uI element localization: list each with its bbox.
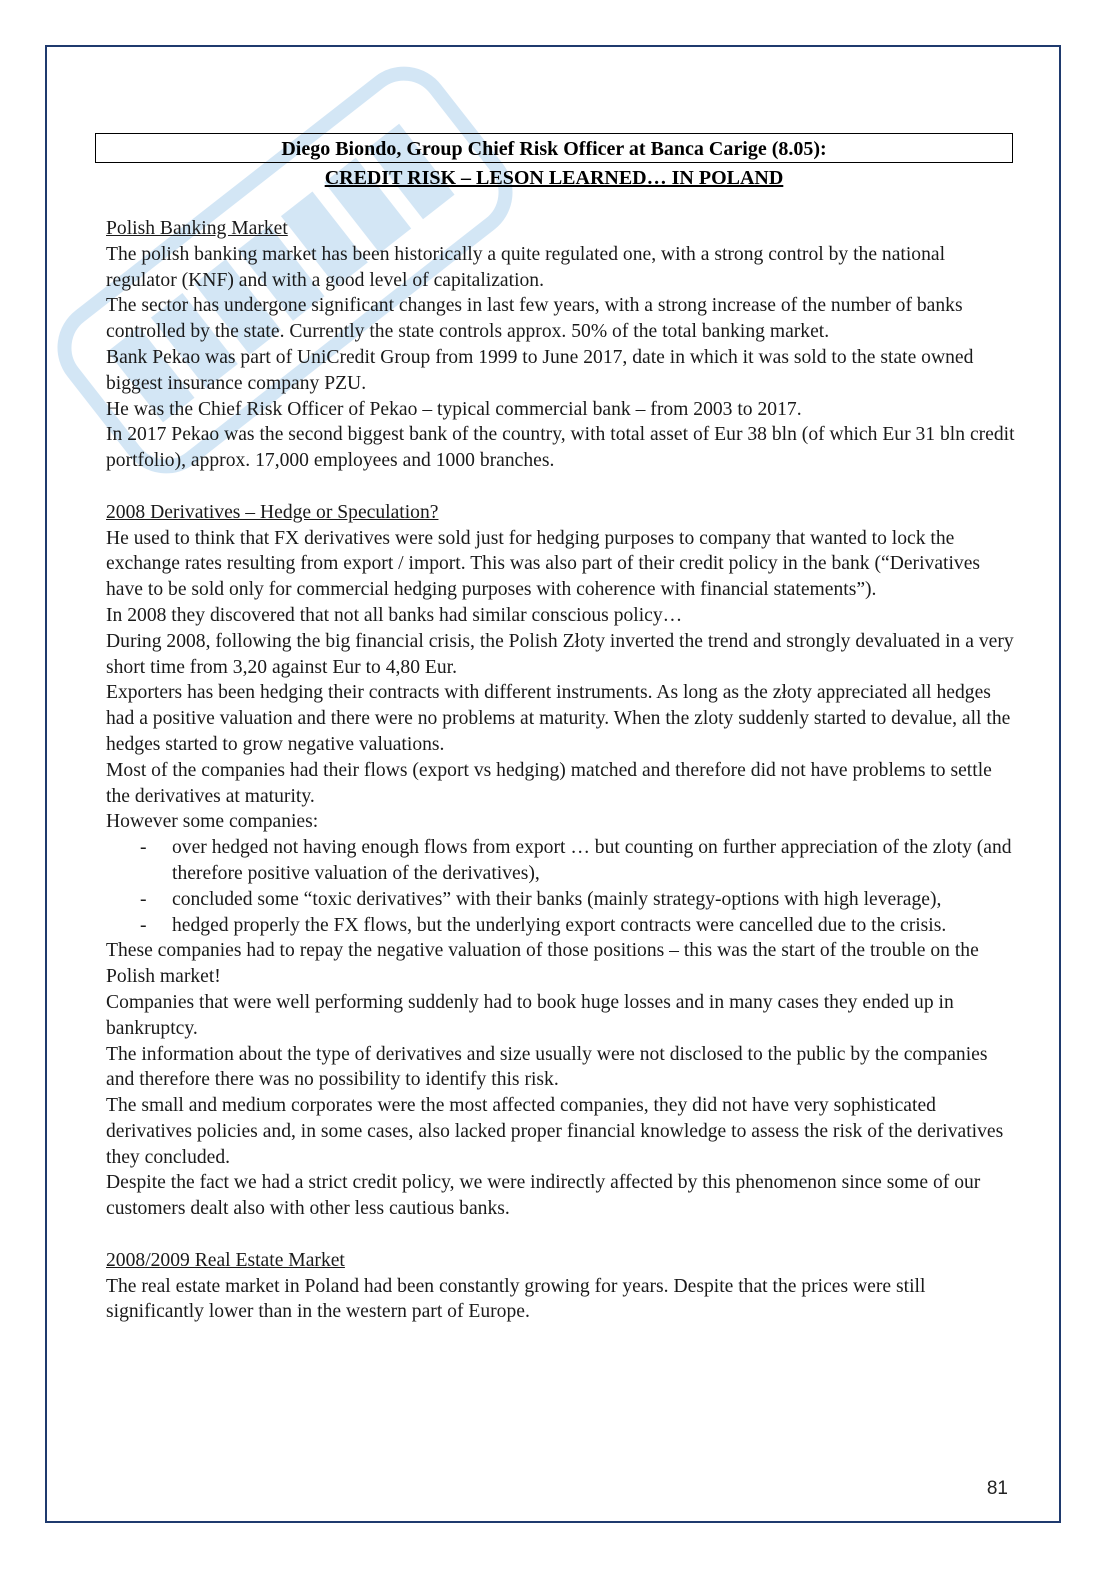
- paragraph: However some companies:: [106, 811, 319, 833]
- paragraph: The small and medium corporates were the most affected companies, they did not have very sophisticated derivatives policies and, in some cases, also lacked proper financial knowledge to assess the risk of the derivatives they concluded.: [106, 1095, 1004, 1168]
- paragraph: The polish banking market has been historically a quite regulated one, with a strong control by the national regulator (KNF) and with a good level of capitalization.: [106, 243, 946, 291]
- paragraph: He used to think that FX derivatives were sold just for hedging purposes to company that wanted to lock the exchange rates resulting from export / import. This was also part of their credit policy in the bank (“Derivatives have to be sold only for commercial hedging purposes with coherence with financial statements”).: [106, 527, 981, 601]
- paragraph: The information about the type of derivatives and size usually were not disclosed to the public by the companies and therefore there was no possibility to identify this risk.: [106, 1043, 988, 1091]
- section-heading: Polish Banking Market: [106, 218, 288, 239]
- paragraph: Bank Pekao was part of UniCredit Group from 1999 to June 2017, date in which it was sold to the state owned biggest insurance company PZU.: [106, 346, 974, 394]
- bullet-list: [106, 835, 1016, 938]
- paragraph: Exporters has been hedging their contracts with different instruments. As long as the złoty appreciated all hedges had a positive valuation and there were no problems at maturity. When the zloty suddenly started to devalue, all the hedges started to grow negative valuations.: [106, 682, 1011, 755]
- list-item: - concluded some “toxic derivatives” with their banks (mainly strategy-options with high leverage),: [106, 887, 1016, 913]
- title-speaker: Diego Biondo, Group Chief Risk Officer at Banca Carige (8.05):: [281, 138, 827, 160]
- paragraph: In 2008 they discovered that not all banks had similar conscious policy…: [106, 604, 683, 626]
- document-body: [106, 216, 1016, 1325]
- paragraph: Most of the companies had their flows (export vs hedging) matched and therefore did not have problems to settle the derivatives at maturity.: [106, 759, 992, 807]
- title-topic: CREDIT RISK – LESON LEARNED… IN POLAND: [324, 167, 784, 189]
- list-item: - over hedged not having enough flows from export … but counting on further appreciation of the zloty (and therefore positive valuation of the derivatives),: [140, 837, 1012, 884]
- bullet-marker: -: [140, 888, 147, 910]
- page-number: 81: [986, 1478, 1008, 1499]
- bullet-marker: -: [140, 837, 147, 859]
- paragraph: Despite the fact we had a strict credit policy, we were indirectly affected by this phenomenon since some of our customers dealt also with other less cautious banks.: [106, 1172, 981, 1220]
- list-item: - hedged properly the FX flows, but the underlying export contracts were cancelled due to the crisis.: [106, 913, 1016, 939]
- paragraph: He was the Chief Risk Officer of Pekao – typical commercial bank – from 2003 to 2017.: [106, 398, 802, 420]
- paragraph: Companies that were well performing suddenly had to book huge losses and in many cases they ended up in bankruptcy.: [106, 991, 954, 1039]
- bullet-marker: -: [140, 914, 147, 936]
- paragraph: During 2008, following the big financial crisis, the Polish Złoty inverted the trend and strongly devaluated in a very short time from 3,20 against Eur to 4,80 Eur.: [106, 630, 1014, 678]
- paragraph: These companies had to repay the negative valuation of those positions – this was the start of the trouble on the Polish market!: [106, 940, 979, 988]
- section-heading: 2008/2009 Real Estate Market: [106, 1249, 345, 1271]
- paragraph: The sector has undergone significant changes in last few years, with a strong increase of the number of banks controlled by the state. Currently the state controls approx. 50% of the total banking market.: [106, 295, 963, 343]
- paragraph: In 2017 Pekao was the second biggest bank of the country, with total asset of Eur 38 bln (of which Eur 31 bln credit portfolio), approx. 17,000 employees and 1000 branches.: [106, 424, 1015, 472]
- section-heading: 2008 Derivatives – Hedge or Speculation?: [106, 501, 439, 523]
- paragraph: The real estate market in Poland had been constantly growing for years. Despite that the prices were still significantly lower than in the western part of Europe.: [106, 1275, 926, 1323]
